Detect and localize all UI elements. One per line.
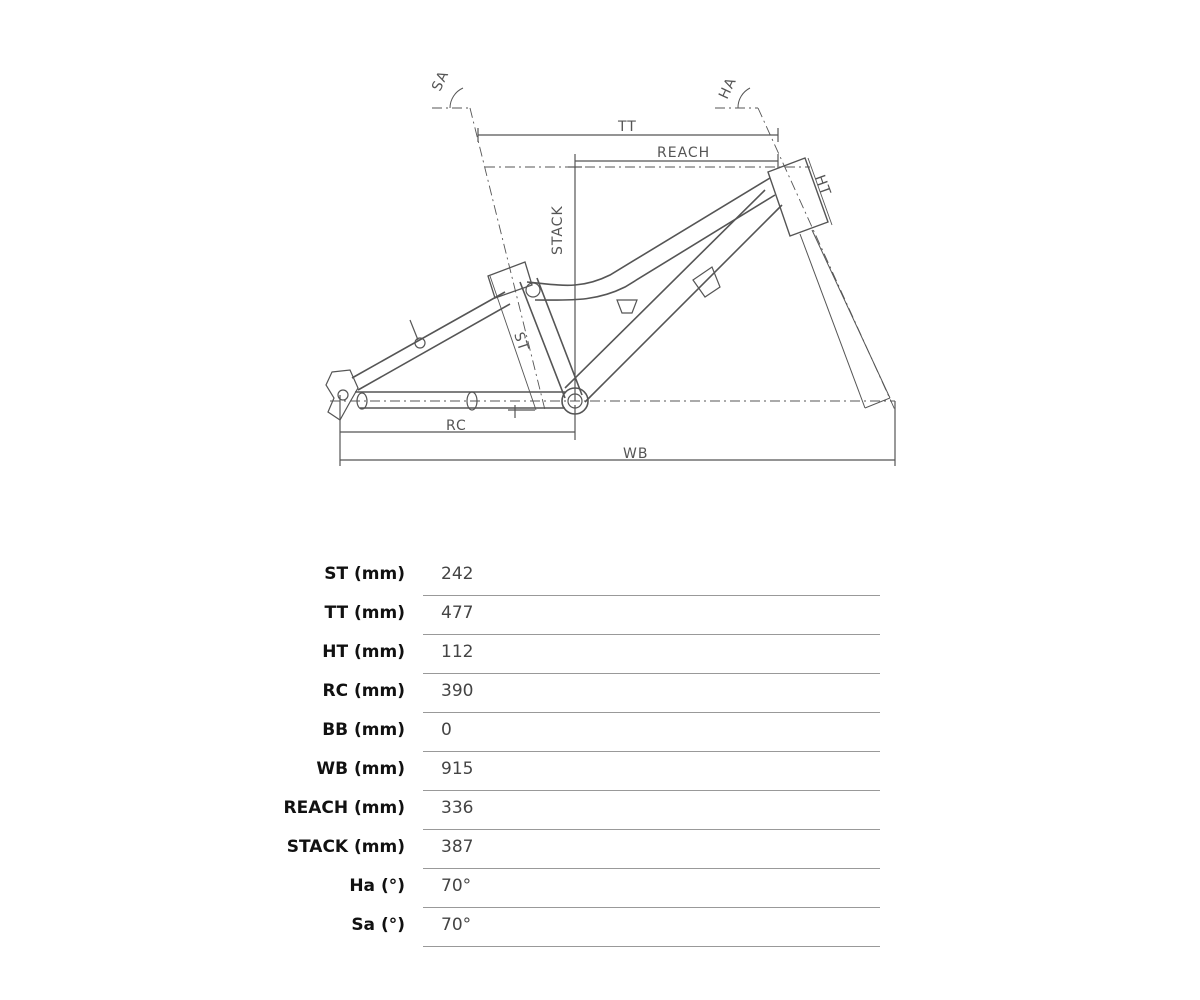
row-value: 70°: [441, 915, 472, 935]
row-label: Ha (°): [349, 876, 405, 896]
sa-label: SA: [429, 68, 453, 94]
row-label: Sa (°): [351, 915, 405, 935]
seat-angle-arc: [450, 88, 463, 108]
down-tube: [565, 190, 765, 388]
row-label: REACH (mm): [283, 798, 405, 818]
ha-label: HA: [716, 74, 740, 102]
row-value: 390: [441, 681, 474, 701]
badge-mount: [617, 300, 637, 313]
table-row: [250, 752, 880, 791]
table-row: [250, 674, 880, 713]
row-value: 915: [441, 759, 474, 779]
rc-label: RC: [446, 418, 467, 434]
reference-lines: [330, 108, 895, 410]
table-row: [250, 830, 880, 869]
row-value: 0: [441, 720, 452, 740]
row-value: 112: [441, 642, 474, 662]
row-divider: [423, 946, 880, 947]
reach-label: REACH: [657, 145, 711, 161]
row-label: STACK (mm): [286, 837, 405, 857]
stack-label: STACK: [550, 205, 566, 255]
table-row: [250, 713, 880, 752]
st-label: ST: [510, 330, 532, 354]
row-label: ST (mm): [324, 564, 405, 584]
row-value: 70°: [441, 876, 472, 896]
table-row: [250, 635, 880, 674]
row-value: 336: [441, 798, 474, 818]
ht-label: HT: [811, 172, 834, 199]
seat-collar: [488, 262, 532, 298]
row-value: 477: [441, 603, 474, 623]
fork-line: [800, 234, 865, 408]
table-row: [250, 869, 880, 908]
table-row: [250, 791, 880, 830]
row-label: RC (mm): [322, 681, 405, 701]
geometry-table: [250, 557, 880, 947]
row-value: 387: [441, 837, 474, 857]
head-angle-arc: [738, 88, 750, 108]
tt-label: TT: [618, 119, 637, 135]
table-row: [250, 908, 880, 947]
row-value: 242: [441, 564, 474, 584]
table-row: [250, 557, 880, 596]
table-row: [250, 596, 880, 635]
row-label: BB (mm): [322, 720, 405, 740]
row-label: TT (mm): [324, 603, 405, 623]
row-label: WB (mm): [316, 759, 405, 779]
rear-dropout: [326, 370, 358, 420]
wb-label: WB: [623, 446, 649, 462]
row-label: HT (mm): [322, 642, 405, 662]
seat-stay: [352, 292, 505, 378]
